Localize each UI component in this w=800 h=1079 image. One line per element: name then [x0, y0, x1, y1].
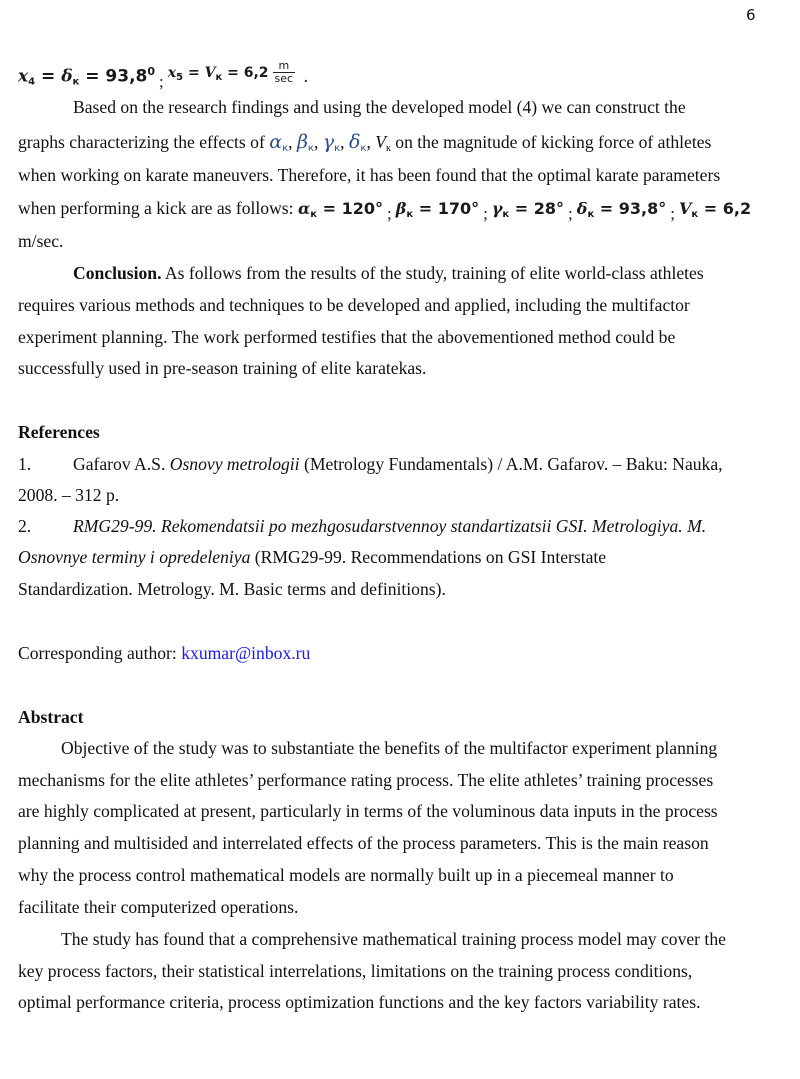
- abstract-p1-line2: mechanisms for the elite athletes’ performance rating process. The elite athletes’ training processes: [18, 770, 714, 790]
- separator: ;: [670, 204, 675, 223]
- subscript: к: [406, 209, 414, 220]
- abstract-p2-line1: The study has found that a comprehensive mathematical training process model may cover the: [61, 929, 726, 949]
- reference-2-line2: [18, 546, 606, 568]
- reference-number: 1.: [18, 454, 32, 474]
- beta-symbol: β: [395, 199, 407, 218]
- x5-value: = 6,2: [222, 64, 269, 81]
- subscript: к: [502, 209, 510, 220]
- reference-2-line3: Standardization. Metrology. M. Basic terms and definitions).: [18, 579, 446, 599]
- reference-2-line1: [18, 515, 706, 537]
- page-number: 6: [746, 6, 756, 24]
- abstract-p1-line1: Objective of the study was to substantiate the benefits of the multifactor experiment planning: [61, 738, 718, 758]
- reference-1-line1: [18, 453, 723, 475]
- v-symbol: V: [375, 132, 387, 152]
- paragraph1-line1: Based on the research findings and using the developed model (4) we can construct the: [73, 97, 686, 117]
- reference-1-line2: 2008. – 312 p.: [18, 485, 120, 505]
- paragraph1-line5: m/sec.: [18, 231, 64, 251]
- subscript: к: [691, 209, 699, 220]
- beta-symbol: β: [296, 131, 308, 153]
- conclusion-line3: experiment planning. The work performed testifies that the abovementioned method could be: [18, 327, 676, 347]
- v-symbol: V: [679, 199, 692, 218]
- alpha-symbol: α: [269, 131, 283, 153]
- v-subscript: к: [215, 71, 223, 83]
- x4-subscript: 4: [28, 76, 36, 88]
- delta-symbol: δ: [61, 66, 73, 87]
- gamma-symbol: γ: [491, 199, 503, 218]
- reference-title: RMG29-99. Rekomendatsii po mezhgosudarstvennoy standartizatsii GSI. Metrologiya. M.: [73, 516, 707, 536]
- separator: ;: [159, 71, 164, 91]
- corresponding-label: Corresponding author:: [18, 643, 182, 663]
- subscript: к: [310, 209, 318, 220]
- reference-title: Osnovy metrologii: [169, 454, 300, 474]
- formula-line: [18, 60, 308, 94]
- period: .: [303, 66, 309, 87]
- unit-denominator: sec: [274, 72, 294, 85]
- paragraph1-line4: [18, 197, 751, 226]
- abstract-p1-line4: planning and multisided and interrelated effects of the process parameters. This is the main reason: [18, 833, 709, 853]
- abstract-p1-line5: why the process control mathematical models are normally built up in a piecemeal manner to: [18, 865, 674, 885]
- reference-title: Osnovnye terminy i opredeleniya: [18, 547, 251, 567]
- x4-value: = 93,8: [79, 66, 148, 87]
- text: on the magnitude of kicking force of athletes: [390, 132, 712, 152]
- comma: ,: [340, 132, 349, 152]
- gamma-symbol: γ: [322, 131, 335, 153]
- subscript: к: [587, 209, 595, 220]
- x4-variable: x: [18, 66, 29, 87]
- delta-subscript: к: [72, 76, 80, 88]
- delta-symbol: δ: [348, 131, 361, 153]
- text: graphs characterizing the effects of: [18, 132, 270, 152]
- unit-numerator: m: [273, 60, 296, 73]
- paragraph1-line2: [18, 131, 711, 160]
- delta-symbol: δ: [576, 199, 588, 218]
- text: (Metrology Fundamentals) / A.M. Gafarov. – Baku: Nauka,: [299, 454, 723, 474]
- equals: =: [35, 66, 62, 87]
- alpha-value: = 120°: [317, 199, 384, 218]
- comma: ,: [366, 132, 376, 152]
- v-value: = 6,2: [698, 199, 752, 218]
- subscript: к: [282, 143, 289, 154]
- conclusion-line1: [73, 262, 704, 284]
- text: when performing a kick are as follows:: [18, 198, 298, 218]
- abstract-heading: Abstract: [18, 707, 84, 727]
- comma: ,: [288, 132, 297, 152]
- subscript: к: [334, 143, 341, 154]
- gamma-value: = 28°: [509, 199, 565, 218]
- text: (RMG29-99. Recommendations on GSI Interstate: [250, 547, 607, 567]
- separator: ;: [483, 204, 488, 223]
- conclusion-line2: requires various methods and techniques to be developed and applied, including the multifactor: [18, 295, 690, 315]
- alpha-symbol: α: [297, 199, 311, 218]
- subscript: к: [386, 143, 391, 154]
- subscript: к: [307, 143, 314, 154]
- degree-superscript: 0: [147, 64, 156, 78]
- conclusion-heading: Conclusion.: [73, 263, 162, 283]
- references-heading: References: [18, 422, 100, 442]
- unit-fraction: [273, 60, 296, 85]
- separator: ;: [387, 204, 392, 223]
- conclusion-line4: successfully used in pre-season training of elite karatekas.: [18, 358, 427, 378]
- equals: =: [183, 64, 205, 81]
- v-symbol: V: [204, 64, 216, 81]
- beta-value: = 170°: [413, 199, 480, 218]
- x5-variable: x: [167, 64, 177, 81]
- abstract-p2-line3: optimal performance criteria, process optimization functions and the key factors variability rates.: [18, 992, 701, 1012]
- comma: ,: [313, 132, 323, 152]
- subscript: к: [360, 143, 367, 154]
- text: As follows from the results of the study, training of elite world-class athletes: [161, 263, 704, 283]
- author-email-link[interactable]: kxumar@inbox.ru: [181, 643, 311, 663]
- delta-value: = 93,8°: [594, 199, 667, 218]
- abstract-p1-line3: are highly complicated at present, particularly in terms of the voluminous data inputs in the process: [18, 801, 718, 821]
- x5-subscript: 5: [176, 71, 184, 83]
- reference-number: 2.: [18, 516, 32, 536]
- separator: ;: [568, 204, 573, 223]
- abstract-p1-line6: facilitate their computerized operations.: [18, 897, 299, 917]
- reference-author: Gafarov A.S.: [73, 454, 170, 474]
- abstract-p2-line2: key process factors, their statistical interrelations, limitations on the training process conditions,: [18, 961, 693, 981]
- corresponding-author: [18, 642, 310, 664]
- paragraph1-line3: when working on karate maneuvers. Therefore, it has been found that the optimal karate parameters: [18, 165, 721, 185]
